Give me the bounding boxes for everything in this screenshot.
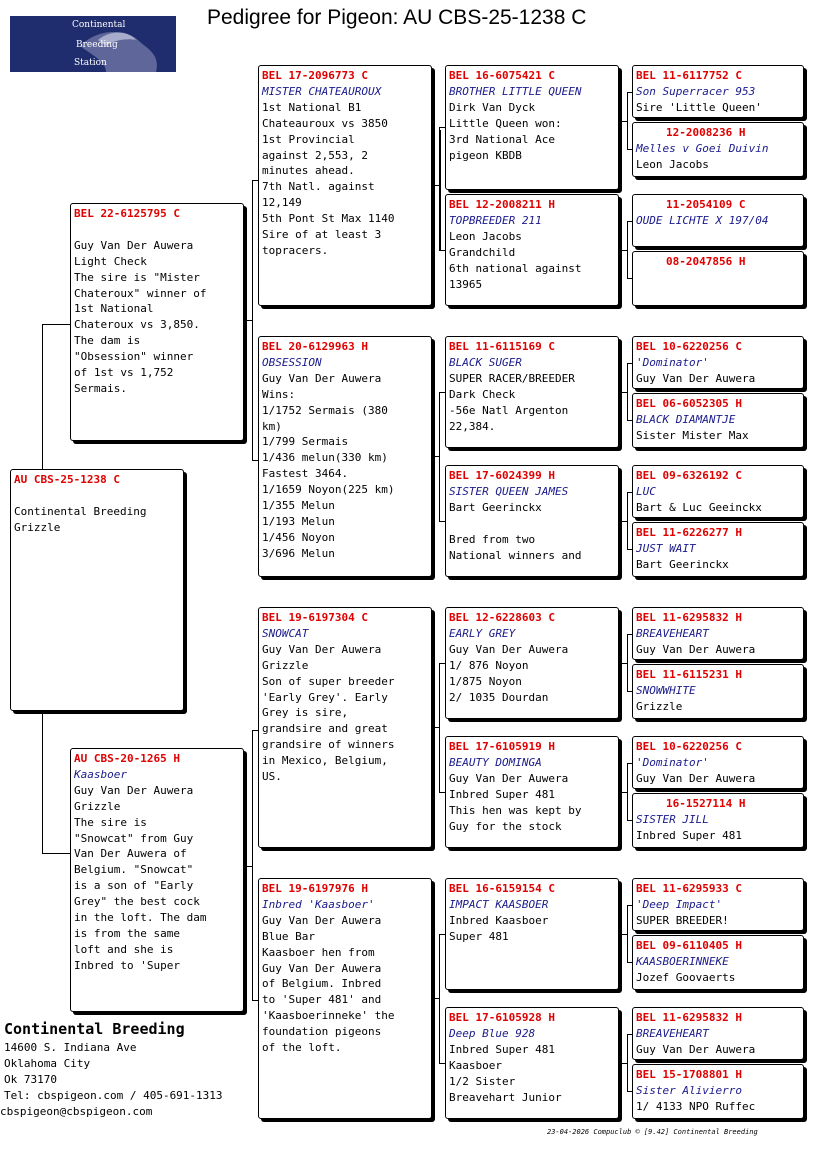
ring-number: 11-2054109 C	[666, 198, 746, 211]
pedigree-box-g13	[632, 878, 804, 931]
info-line: Grizzle	[262, 658, 309, 672]
pedigree-box-g16	[632, 1064, 804, 1119]
info-line	[449, 516, 615, 532]
info-line: of 1st vs 1,752	[74, 366, 174, 380]
ring-number: BEL 12-6228603 C	[449, 611, 555, 624]
info-line: 1/436 melun(330 km)	[262, 451, 388, 465]
pigeon-name: 'Dominator'	[636, 355, 709, 369]
info-line: pigeon KBDB	[449, 148, 522, 162]
pedigree-box-ddd	[445, 1007, 619, 1119]
info-line: loft and she is	[74, 942, 174, 956]
connector	[627, 905, 628, 962]
connector	[439, 127, 440, 250]
info-line: 1/456 Noyon	[262, 530, 335, 544]
pedigree-box-dd	[258, 878, 432, 1119]
info-line: Jozef Goovaerts	[636, 970, 736, 984]
info-line: Grandchild	[449, 245, 516, 259]
ring-number: 16-1527114 H	[666, 797, 746, 810]
info-line: Chateauroux vs 3850	[262, 116, 388, 130]
info-line: "Obsession" winner	[74, 350, 194, 364]
info-line: 13965	[449, 277, 483, 291]
connector	[432, 456, 439, 457]
pedigree-box-ssd	[445, 194, 619, 306]
info-line: The dam is	[74, 334, 141, 348]
pigeon-name: 'Dominator'	[636, 755, 709, 769]
info-line: Dark Check	[449, 387, 516, 401]
pedigree-box-sd	[258, 336, 432, 577]
info-line: Little Queen won:	[449, 116, 562, 130]
ring-number: 08-2047856 H	[666, 255, 746, 268]
info-line: Grey" the best cock	[74, 895, 200, 909]
info-line: 1/799 Sermais	[262, 435, 349, 449]
pigeon-name: Melles v Goei Duivin	[636, 141, 769, 155]
pedigree-box-sdd	[445, 465, 619, 577]
info-line: Inbred to 'Super	[74, 958, 180, 972]
pigeon-name: Sister Alivierro	[636, 1083, 742, 1097]
pigeon-name: 'Deep Impact'	[636, 897, 723, 911]
ring-number: 12-2008236 H	[666, 126, 746, 139]
pigeon-name: BROTHER LITTLE QUEEN	[449, 84, 582, 98]
pigeon-name: OBSESSION	[262, 355, 322, 369]
info-line: National winners and	[449, 548, 582, 562]
info-line: Grizzle	[636, 699, 683, 713]
connector	[42, 711, 43, 853]
info-line: Grey is sire,	[262, 706, 349, 720]
info-line: Guy Van Der Auwera	[74, 783, 194, 797]
info-line: of the loft.	[262, 1041, 342, 1055]
connector	[244, 320, 252, 321]
connector	[619, 121, 627, 122]
info-line: 1/ 4133 NPO Ruffec	[636, 1099, 756, 1113]
info-line: Guy Van Der Auwera	[262, 642, 382, 656]
connector	[619, 663, 627, 664]
company-name: Continental Breeding	[4, 1020, 185, 1038]
pedigree-box-ss	[258, 65, 432, 306]
pigeon-name: Son Superracer 953	[636, 84, 756, 98]
pedigree-box-g8	[632, 522, 804, 577]
info-line: Kaasboer	[449, 1058, 502, 1072]
pigeon-name: Deep Blue 928	[449, 1026, 536, 1040]
connector	[42, 324, 43, 469]
info-line: Continental Breeding	[14, 504, 147, 518]
pedigree-box-ds	[258, 607, 432, 848]
pedigree-box-g7	[632, 465, 804, 518]
connector	[619, 521, 627, 522]
logo-line-3: Station	[74, 58, 107, 68]
info-line: 22,384.	[449, 419, 496, 433]
info-line: Bart & Luc Geeinckx	[636, 500, 762, 514]
connector	[627, 92, 628, 149]
ring-number: BEL 10-6220256 C	[636, 340, 742, 353]
info-line: Guy Van Der Auwera	[636, 642, 756, 656]
info-line: in Mexico, Belgium,	[262, 754, 388, 768]
info-line: Chateroux" winner of	[74, 286, 207, 300]
info-line: Van Der Auwera of	[74, 847, 187, 861]
info-line: Sermais.	[74, 381, 127, 395]
info-line: Leon Jacobs	[449, 229, 522, 243]
pigeon-name: BLACK SUGER	[449, 355, 522, 369]
info-line: 1st National	[74, 302, 154, 316]
pedigree-box-sire	[70, 203, 244, 441]
info-line: 1/875 Noyon	[449, 674, 522, 688]
logo	[10, 16, 176, 72]
info-line: Guy Van Der Auwera	[636, 1042, 756, 1056]
info-line: Super 481	[449, 929, 509, 943]
ring-number: BEL 11-6226277 H	[636, 526, 742, 539]
info-line: Chateroux vs 3,850.	[74, 318, 200, 332]
info-line: -56e Natl Argenton	[449, 403, 569, 417]
connector	[432, 998, 439, 999]
pigeon-name: SISTER QUEEN JAMES	[449, 484, 569, 498]
ring-number: BEL 19-6197304 C	[262, 611, 368, 624]
pigeon-name: Inbred 'Kaasboer'	[262, 897, 375, 911]
info-line: grandsire of winners	[262, 738, 395, 752]
ring-number: BEL 11-6295832 H	[636, 611, 742, 624]
info-line: SUPER RACER/BREEDER	[449, 371, 575, 385]
info-line: foundation pigeons	[262, 1025, 382, 1039]
ring-number: BEL 19-6197976 H	[262, 882, 368, 895]
info-line: 2/ 1035 Dourdan	[449, 690, 549, 704]
info-line: Inbred Super 481	[449, 787, 555, 801]
info-line: Sire 'Little Queen'	[636, 100, 762, 114]
connector	[432, 727, 439, 728]
pigeon-name: MISTER CHATEAUROUX	[262, 84, 382, 98]
pigeon-name: SNOWWHITE	[636, 683, 696, 697]
ring-number: BEL 15-1708801 H	[636, 1068, 742, 1081]
ring-number: BEL 12-2008211 H	[449, 198, 555, 211]
email-line: cbspigeon@cbspigeon.com	[0, 1105, 153, 1118]
info-line: SUPER BREEDER!	[636, 913, 729, 927]
info-line: 3rd National Ace	[449, 132, 555, 146]
pedigree-box-g4	[632, 251, 804, 306]
info-line: in the loft. The dam	[74, 911, 207, 925]
info-line: 1/ 876 Noyon	[449, 658, 529, 672]
ring-number: BEL 11-6115231 H	[636, 668, 742, 681]
connector	[619, 250, 627, 251]
ring-number: BEL 17-6105928 H	[449, 1011, 555, 1024]
info-line: 12,149	[262, 196, 302, 210]
info-line: against 2,553, 2	[262, 148, 368, 162]
info-line: of Belgium. Inbred	[262, 977, 382, 991]
contact-line: Tel: cbspigeon.com / 405-691-1313	[4, 1089, 223, 1102]
info-line: Inbred Kaasboer	[449, 913, 549, 927]
info-line: grandsire and great	[262, 722, 388, 736]
pigeon-name: BREAVEHEART	[636, 1026, 709, 1040]
logo-line-2: Breeding	[76, 40, 118, 50]
info-line: Son of super breeder	[262, 674, 395, 688]
pigeon-name: KAASBOERINNEKE	[636, 954, 729, 968]
info-line: Belgium. "Snowcat"	[74, 863, 194, 877]
pedigree-box-g1	[632, 65, 804, 118]
ring-number: BEL 22-6125795 C	[74, 207, 180, 220]
info-line: Guy Van Der Auwera	[262, 913, 382, 927]
ring-number: BEL 10-6220256 C	[636, 740, 742, 753]
info-line: 'Kaasboerinneke' the	[262, 1009, 395, 1023]
connector	[619, 1063, 627, 1064]
pedigree-box-dam	[70, 748, 244, 1012]
info-line: Guy Van Der Auwera	[449, 771, 569, 785]
connector	[619, 392, 627, 393]
info-line: Sire of at least 3	[262, 228, 382, 242]
connector	[439, 392, 440, 521]
connector	[244, 866, 252, 867]
info-line: Bart Geerinckx	[449, 500, 542, 514]
address-line-2: Oklahoma City	[4, 1057, 91, 1070]
ring-number: BEL 20-6129963 H	[262, 340, 368, 353]
connector	[439, 663, 440, 792]
info-line: Guy Van Der Auwera	[74, 238, 194, 252]
ring-number: BEL 17-6024399 H	[449, 469, 555, 482]
info-line: 1/193 Melun	[262, 514, 335, 528]
info-line: topracers.	[262, 243, 329, 257]
pigeon-name: IMPACT KAASBOER	[449, 897, 549, 911]
ring-number: BEL 16-6075421 C	[449, 69, 555, 82]
pigeon-name: Kaasboer	[74, 767, 127, 781]
logo-line-1: Continental	[72, 20, 126, 30]
ring-number: BEL 09-6110405 H	[636, 939, 742, 952]
info-line: Wins:	[262, 387, 296, 401]
pedigree-box-dss	[445, 607, 619, 719]
ring-number: BEL 09-6326192 C	[636, 469, 742, 482]
info-line: Guy Van Der Auwera	[449, 642, 569, 656]
info-line	[74, 222, 240, 238]
pedigree-box-sss	[445, 65, 619, 190]
info-line: Fastest 3464.	[262, 467, 349, 481]
pedigree-box-g11	[632, 736, 804, 789]
info-line: Guy Van Der Auwera	[636, 371, 756, 385]
connector	[619, 934, 627, 935]
print-stamp: 23-04-2026 Compuclub © [9.42] Continental Breeding	[547, 1128, 758, 1136]
pedigree-box-subject	[10, 469, 184, 711]
ring-number: BEL 06-6052305 H	[636, 397, 742, 410]
info-line: km)	[262, 419, 282, 433]
page-title: Pedigree for Pigeon: AU CBS-25-1238 C	[207, 6, 587, 29]
connector	[627, 363, 628, 420]
info-line: Inbred Super 481	[636, 828, 742, 842]
info-line: 1st Provincial	[262, 132, 355, 146]
info-line: 5th Pont St Max 1140	[262, 212, 395, 226]
connector	[627, 763, 628, 820]
pigeon-name: JUST WAIT	[636, 541, 696, 555]
info-line: 1/1659 Noyon(225 km)	[262, 483, 395, 497]
ring-number: BEL 11-6295933 C	[636, 882, 742, 895]
ring-number: BEL 17-6105919 H	[449, 740, 555, 753]
connector	[627, 221, 628, 278]
info-line: This hen was kept by	[449, 803, 582, 817]
info-line: Light Check	[74, 254, 147, 268]
address-line-1: 14600 S. Indiana Ave	[4, 1041, 137, 1054]
info-line: 1st National B1	[262, 100, 362, 114]
ring-number: BEL 11-6117752 C	[636, 69, 742, 82]
info-line: Bred from two	[449, 532, 536, 546]
ring-number: AU CBS-20-1265 H	[74, 752, 180, 765]
info-line: 1/1752 Sermais (380	[262, 403, 388, 417]
pigeon-name: SNOWCAT	[262, 626, 309, 640]
info-line: Grizzle	[14, 520, 61, 534]
info-line: is from the same	[74, 926, 180, 940]
info-line	[14, 488, 180, 504]
connector	[627, 634, 628, 691]
info-line: Blue Bar	[262, 929, 315, 943]
address-line-3: Ok 73170	[4, 1073, 57, 1086]
info-line: Guy Van Der Auwera	[636, 771, 756, 785]
info-line: Sister Mister Max	[636, 428, 749, 442]
pigeon-name: TOPBREEDER 211	[449, 213, 542, 227]
connector	[42, 853, 70, 854]
connector	[440, 130, 441, 250]
pedigree-box-g12	[632, 793, 804, 848]
pigeon-name: BEAUTY DOMINGA	[449, 755, 542, 769]
info-line: 1/2 Sister	[449, 1074, 516, 1088]
pedigree-box-g3	[632, 194, 804, 247]
info-line: US.	[262, 770, 282, 784]
pedigree-box-sds	[445, 336, 619, 448]
info-line: Leon Jacobs	[636, 157, 709, 171]
ring-number: BEL 11-6115169 C	[449, 340, 555, 353]
info-line: minutes ahead.	[262, 164, 355, 178]
info-line: is a son of "Early	[74, 879, 194, 893]
info-line: Inbred Super 481	[449, 1042, 555, 1056]
connector	[252, 730, 253, 1000]
pedigree-box-g2	[632, 122, 804, 177]
pigeon-name: BREAVEHEART	[636, 626, 709, 640]
pigeon-name: LUC	[636, 484, 656, 498]
pedigree-box-g15	[632, 1007, 804, 1060]
info-line: 6th national against	[449, 261, 582, 275]
info-line: 1/355 Melun	[262, 499, 335, 513]
info-line: 7th Natl. against	[262, 180, 375, 194]
pedigree-box-dds	[445, 878, 619, 990]
info-line: Breavehart Junior	[449, 1090, 562, 1104]
pedigree-box-g9	[632, 607, 804, 660]
info-line: Bart Geerinckx	[636, 557, 729, 571]
ring-number: AU CBS-25-1238 C	[14, 473, 120, 486]
ring-number: BEL 17-2096773 C	[262, 69, 368, 82]
connector	[432, 185, 439, 186]
info-line: Grizzle	[74, 799, 121, 813]
pigeon-name: EARLY GREY	[449, 626, 516, 640]
info-line: Kaasboer hen from	[262, 945, 375, 959]
info-line: Guy Van Der Auwera	[262, 371, 382, 385]
info-line: 3/696 Melun	[262, 546, 335, 560]
info-line: Guy Van Der Auwera	[262, 961, 382, 975]
pedigree-box-dsd	[445, 736, 619, 848]
ring-number: BEL 11-6295832 H	[636, 1011, 742, 1024]
connector	[627, 1034, 628, 1091]
pedigree-box-g6	[632, 393, 804, 448]
pigeon-name: OUDE LICHTE X 197/04	[636, 213, 769, 227]
pedigree-box-g10	[632, 664, 804, 719]
connector	[619, 792, 627, 793]
info-line: Dirk Van Dyck	[449, 100, 536, 114]
connector	[439, 934, 440, 1063]
pigeon-name: BLACK DIAMANTJE	[636, 412, 736, 426]
info-line: The sire is	[74, 815, 147, 829]
connector	[42, 324, 70, 325]
ring-number: BEL 16-6159154 C	[449, 882, 555, 895]
info-line: The sire is "Mister	[74, 270, 200, 284]
info-line: to 'Super 481' and	[262, 993, 382, 1007]
info-line: "Snowcat" from Guy	[74, 831, 194, 845]
footer	[0, 1018, 223, 1120]
pedigree-box-g5	[632, 336, 804, 389]
pigeon-name: SISTER JILL	[636, 812, 709, 826]
info-line: 'Early Grey'. Early	[262, 690, 388, 704]
connector	[627, 492, 628, 549]
info-line: Guy for the stock	[449, 819, 562, 833]
pedigree-box-g14	[632, 935, 804, 990]
connector	[252, 180, 253, 460]
